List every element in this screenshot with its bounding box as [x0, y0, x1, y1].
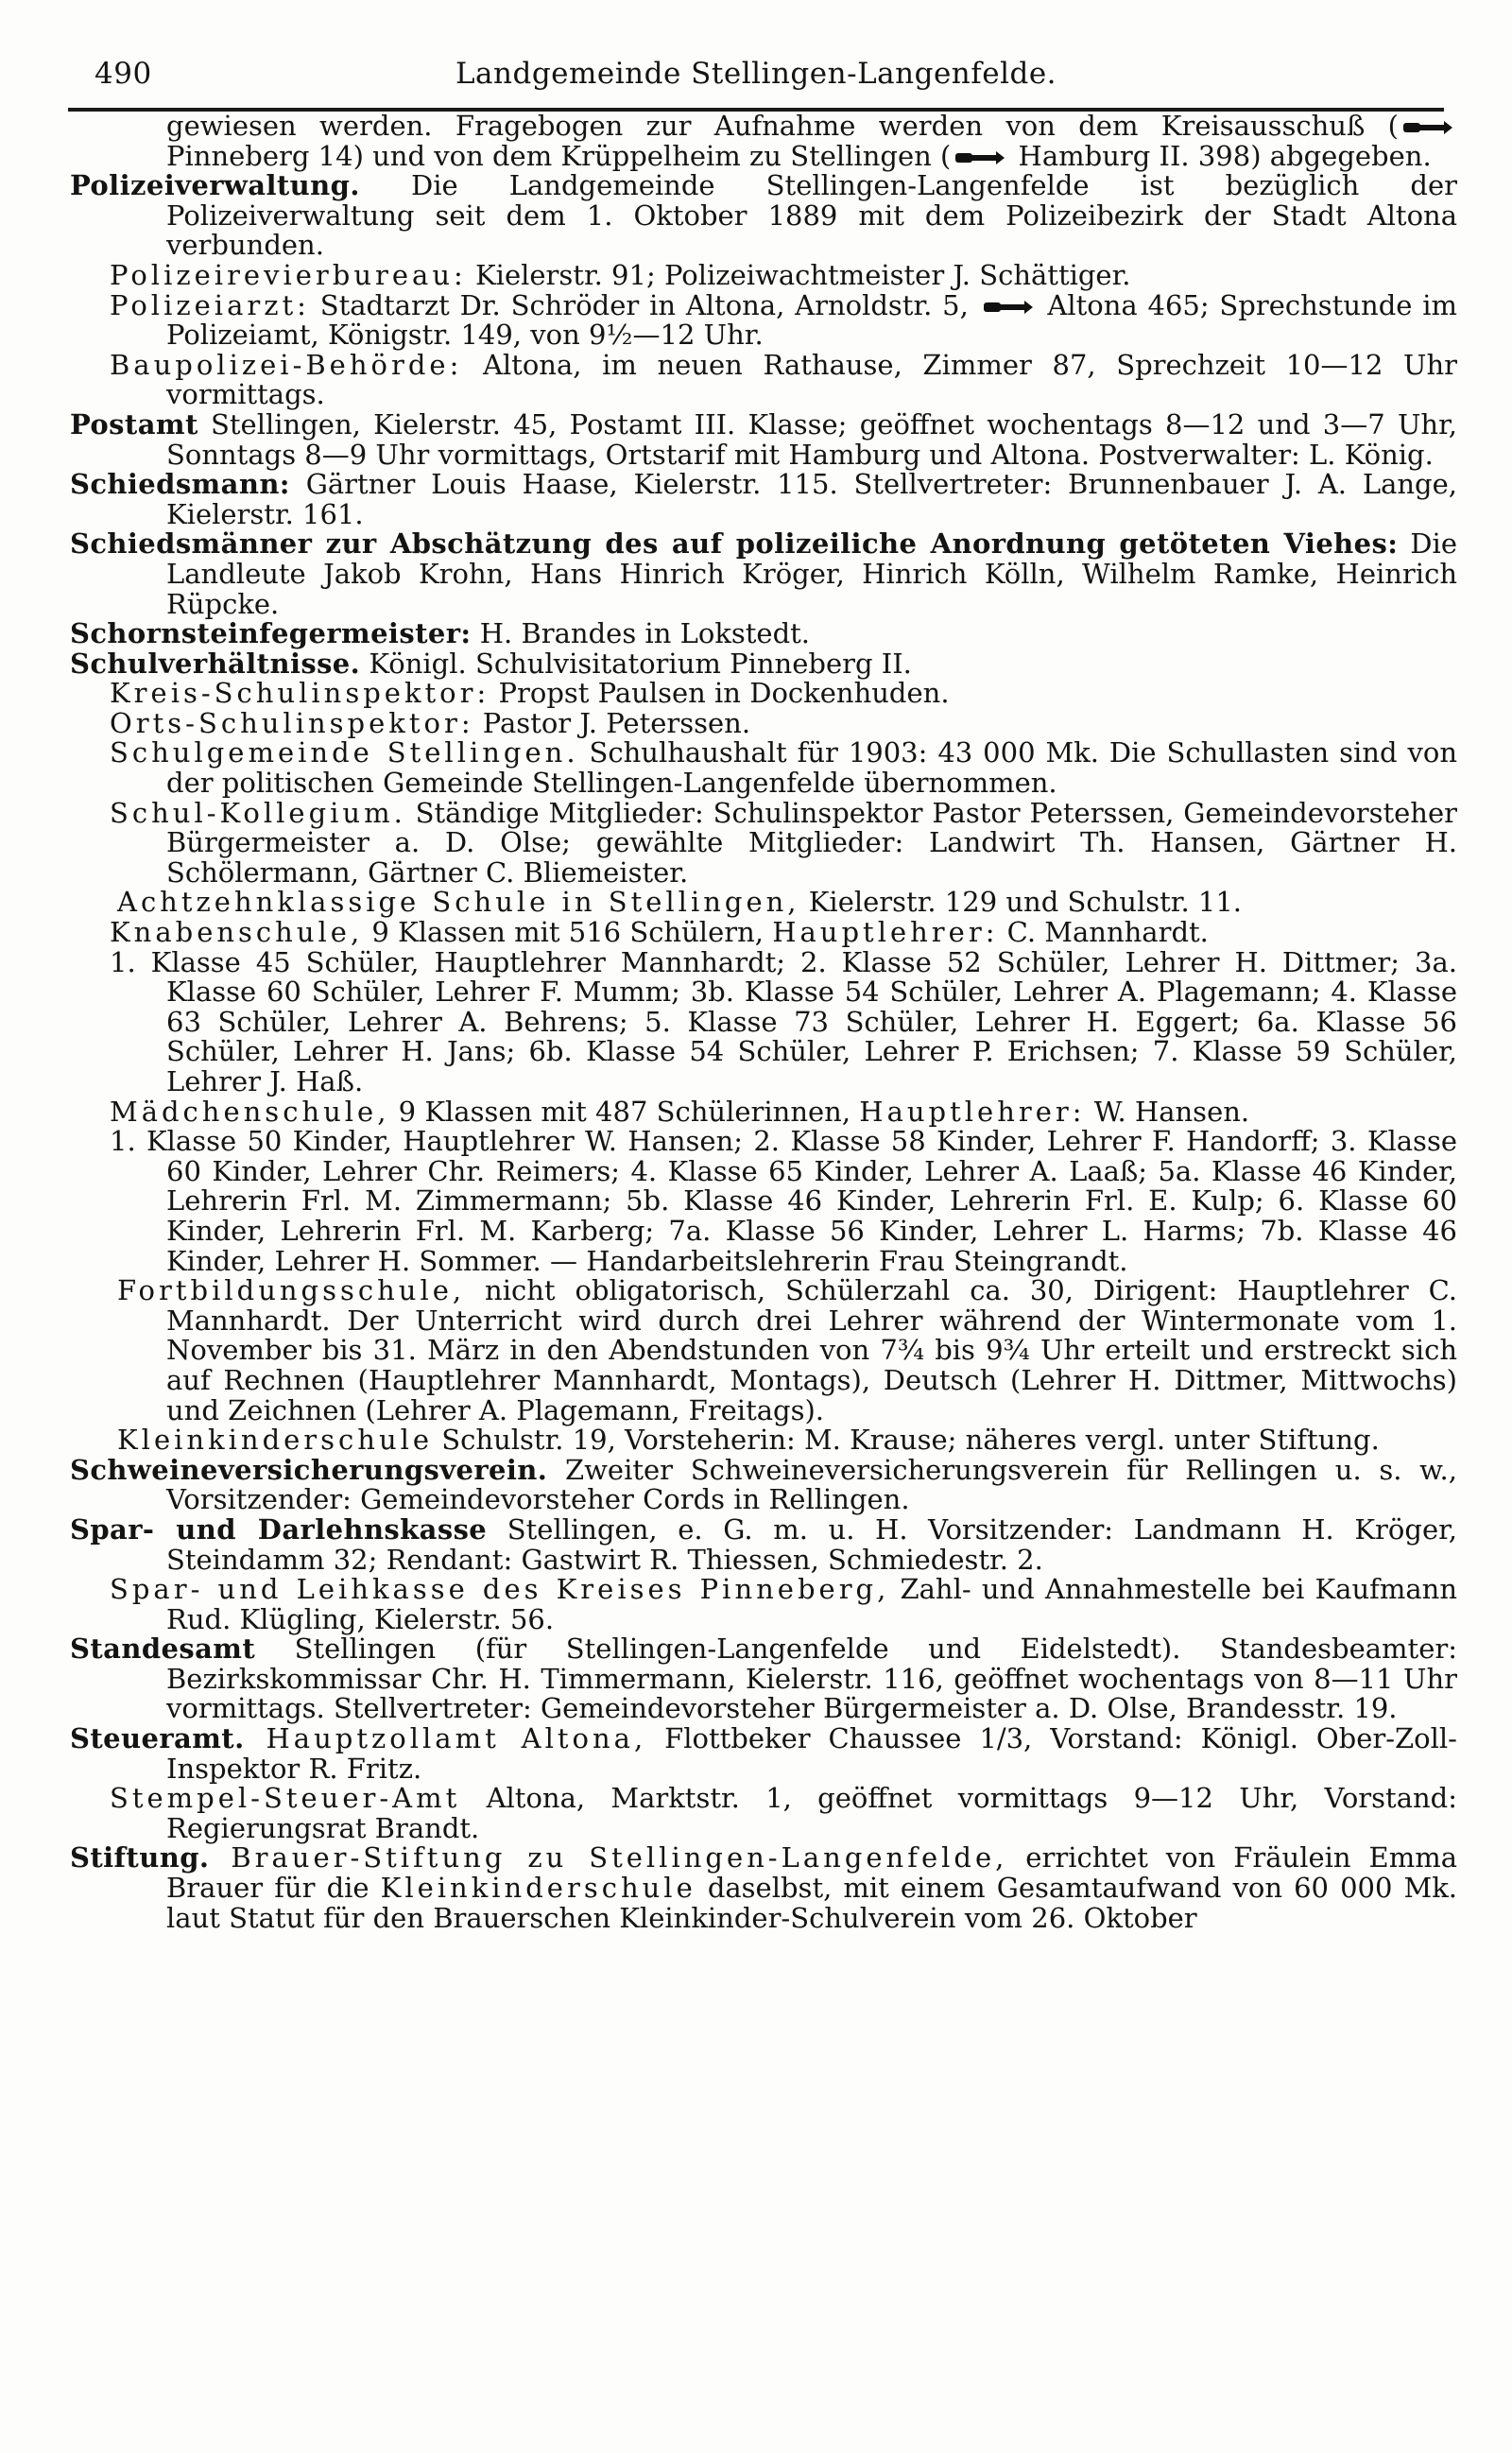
entry-baupolizei — [68, 348, 1457, 411]
entry-text: daselbst, mit einem Gesamtaufwand von 60 000 Mk. laut Statut für den Brauerschen Kleinkinder-Schulverein vom 26. Oktober — [166, 1872, 1457, 1934]
entry-label: Schul-Kollegium. — [110, 796, 406, 829]
entry-label: Polizeiarzt: — [110, 288, 310, 321]
entry-text: Die Landleute Jakob Krohn, Hans Hinrich Kröger, Hinrich Kölln, Wilhelm Ramke, Heinrich Rüpcke. — [166, 527, 1457, 620]
entry-label: Schulgemeinde Stellingen. — [110, 736, 579, 769]
page-number: 490 — [94, 57, 152, 91]
entry-label: Mädchenschule, — [110, 1095, 390, 1128]
entry-label: Kleinkinderschule — [380, 1872, 696, 1905]
text-run: Hamburg II. 398) abgegeben. — [1009, 139, 1432, 172]
entry-polizeiarzt — [68, 288, 1457, 352]
entry-label: Brauer-Stiftung zu Stellingen-Langenfelde, — [209, 1841, 1008, 1874]
entry-postamt — [68, 407, 1457, 471]
entry-keyword: Steueramt. — [70, 1722, 245, 1755]
entry-maedchenschule-klassen — [68, 1127, 1457, 1276]
page-body — [68, 112, 1457, 1933]
entry-keyword: Postamt — [70, 407, 198, 441]
entry-spar-darlehnskasse — [68, 1512, 1457, 1576]
entry-orts-schulinspektor — [68, 706, 1457, 739]
entry-keyword: Schiedsmann: — [70, 468, 290, 501]
entry-text: errichtet von Fräulein Emma Brauer für die — [166, 1841, 1457, 1905]
entry-label: Orts-Schulinspektor: — [110, 706, 474, 739]
entry-text: Gärtner Louis Haase, Kielerstr. 115. Stellvertreter: Brunnenbauer J. A. Lange, Kielerstr. 161. — [166, 468, 1457, 530]
entry-fortbildungsschule — [68, 1276, 1457, 1425]
entry-text: Altona, Marktstr. 1, geöffnet vormittags 9—12 Uhr, Vorstand: Regierungsrat Brandt. — [166, 1782, 1457, 1844]
entry-schiedsmann — [68, 470, 1457, 529]
entry-label: Hauptlehrer: — [772, 916, 999, 949]
page-header — [68, 49, 1444, 96]
entry-standesamt — [68, 1634, 1457, 1724]
entry-label: Hauptlehrer: — [859, 1095, 1086, 1128]
entry-text: Die Landgemeinde Stellingen-Langenfelde ist bezüglich der Polizeiverwaltung seit dem 1. Oktober 1889 mit dem Polizeibezirk der Stadt Altona verbunden. — [166, 169, 1457, 262]
entry-label: Spar- und Leihkasse des Kreises Pinneberg, — [110, 1573, 890, 1606]
entry-label: Stempel-Steuer-Amt — [110, 1782, 461, 1815]
entry-keyword: Stiftung. — [70, 1841, 210, 1874]
entry-keyword: Schiedsmänner zur Abschätzung des auf polizeiliche Anordnung getöteten Viehes: — [70, 527, 1399, 561]
entry-label: Baupolizei-Behörde: — [110, 348, 463, 381]
entry-schul-kollegium — [68, 796, 1457, 889]
entry-kreis-schulinspektor — [68, 679, 1457, 709]
entry-text: Zweiter Schweineversicherungsverein für Rellingen u. s. w., Vorsitzender: Gemeindevorsteher Cords in Rellingen. — [166, 1453, 1457, 1516]
entry-text: Kielerstr. 91; Polizeiwachtmeister J. Schättiger. — [466, 258, 1131, 291]
entry-keyword: Schweineversicherungsverein. — [70, 1453, 548, 1486]
entry-polizeirevierbureau — [68, 258, 1457, 291]
telephone-hand-icon — [1402, 118, 1453, 137]
entry-keyword: Spar- und Darlehnskasse — [70, 1512, 488, 1546]
entry-label: Knabenschule, — [110, 916, 364, 949]
entry-text: Stadtarzt Dr. Schröder in Altona, Arnoldstr. 5, — [309, 288, 979, 321]
entry-text: H. Brandes in Lokstedt. — [471, 617, 811, 650]
entry-maedchenschule — [68, 1097, 1457, 1128]
entry-text: Schulstr. 19, Vorsteherin: M. Krause; näheres vergl. unter Stiftung. — [433, 1424, 1380, 1457]
entry-knabenschule-klassen — [68, 945, 1457, 1097]
telephone-hand-icon — [983, 298, 1034, 317]
entry-text: Pastor J. Peterssen. — [473, 706, 751, 739]
entry-spar-leihkasse — [68, 1575, 1457, 1634]
entry-label: Kleinkinderschule — [117, 1424, 434, 1457]
continuation-paragraph — [68, 112, 1457, 171]
entry-text: Königl. Schulvisitatorium Pinneberg II. — [360, 647, 912, 680]
entry-text: Flottbeker Chaussee 1/3, Vorstand: Königl. Ober-Zoll-Inspektor R. Fritz. — [166, 1722, 1457, 1785]
entry-keyword: Schulverhältnisse. — [70, 647, 361, 680]
entry-text: Stellingen (für Stellingen-Langenfelde und Eidelstedt). Standesbeamter: Bezirkskommissar Chr. H. Timmermann, Kielerstr. 116, geöffnet wochentags von 8—11 Uhr vormittags. Stellvertreter: Gemeindevorsteher Bürgermeister a. D. Olse, Brandesstr. 19. — [166, 1632, 1457, 1725]
entry-label: Polizeirevierbureau: — [110, 258, 467, 291]
entry-schiedsmaenner-viehes — [68, 529, 1457, 619]
entry-text: nicht obligatorisch, Schülerzahl ca. 30, Dirigent: Hauptlehrer C. Mannhardt. Der Unterricht wird durch drei Lehrer während der Wintermonate vom 1. November bis 31. März in den Abendstunden von 7¾ bis 9¾ Uhr erteilt und erstreckt sich auf Rechnen (Hauptlehrer Mannhardt, Montags), Deutsch (Lehrer H. Dittmer, Mittwochs) und Zeichnen (Lehrer A. Plagemann, Freitags). — [166, 1274, 1457, 1426]
entry-text: 1. Klasse 45 Schüler, Hauptlehrer Mannhardt; 2. Klasse 52 Schüler, Lehrer H. Dittmer; 3a. Klasse 60 Schüler, Lehrer F. Mumm; 3b. Klasse 54 Schüler, Lehrer A. Plagemann; 4. Klasse 63 Schüler, Lehrer A. Behrens; 5. Klasse 73 Schüler, Lehrer H. Eggert; 6a. Klasse 56 Schüler, Lehrer H. Jans; 6b. Klasse 54 Schüler, Lehrer P. Erichsen; 7. Klasse 59 Schüler, Lehrer J. Haß. — [110, 945, 1457, 1097]
entry-text: Stellingen, e. G. m. u. H. Vorsitzender: Landmann H. Kröger, Steindamm 32; Rendant: Gastwirt R. Thiessen, Schmiedestr. 2. — [166, 1512, 1457, 1576]
entry-kleinkinderschule — [68, 1425, 1457, 1456]
entry-text: W. Hansen. — [1085, 1095, 1250, 1128]
entry-text: Schulhaushalt für 1903: 43 000 Mk. Die Schullasten sind von der politischen Gemeinde Stellingen-Langenfelde übernommen. — [166, 736, 1458, 800]
entry-schweineversicherungsverein — [68, 1453, 1457, 1516]
text-run: Pinneberg 14) und von dem Krüppelheim zu Stellingen ( — [166, 139, 952, 172]
entry-schornsteinfegermeister — [68, 619, 1457, 649]
entry-label: Achtzehnklassige Schule in Stellingen, — [117, 886, 800, 919]
entry-schulverhaeltnisse — [68, 649, 1457, 680]
entry-stempel-steuer-amt — [68, 1784, 1457, 1843]
entry-text: Zahl- und Annahmestelle bei Kaufmann Rud. Klügling, Kielerstr. 56. — [166, 1573, 1457, 1635]
entry-keyword: Polizeiverwaltung. — [70, 169, 360, 202]
entry-keyword: Standesamt — [70, 1632, 256, 1666]
running-title: Landgemeinde Stellingen-Langenfelde. — [455, 57, 1057, 91]
entry-label: Fortbildungsschule, — [117, 1274, 466, 1307]
telephone-hand-icon — [954, 148, 1005, 167]
text-run: gewiesen werden. Fragebogen zur Aufnahme werden von dem Kreisausschuß ( — [166, 110, 1399, 142]
entry-schulgemeinde — [68, 738, 1457, 798]
entry-text: Ständige Mitglieder: Schulinspektor Pastor Peterssen, Gemeindevorsteher Bürgermeister a. D. Olse; gewählte Mitglieder: Landwirt Th. Hansen, Gärtner H. Schölermann, Gärtner C. Bliemeister. — [166, 796, 1457, 889]
entry-text: Altona 465; Sprechstunde im Polizeiamt, Königstr. 149, von 9½—12 Uhr. — [166, 288, 1457, 352]
entry-text: Kielerstr. 129 und Schulstr. 11. — [799, 886, 1243, 919]
entry-text: 1. Klasse 50 Kinder, Hauptlehrer W. Hansen; 2. Klasse 58 Kinder, Lehrer F. Handorff; 3. Klasse 60 Kinder, Lehrer Chr. Reimers; 4. Klasse 65 Kinder, Lehrer A. Laaß; 5a. Klasse 46 Kinder, Lehrerin Frl. M. Zimmermann; 5b. Klasse 46 Kinder, Lehrerin Frl. E. Kulp; 6. Klasse 60 Kinder, Lehrerin Frl. M. Karberg; 7a. Klasse 56 Kinder, Lehrer L. Harms; 7b. Klasse 46 Kinder, Lehrer H. Sommer. — Handarbeitslehrerin Frau Steingrandt. — [110, 1125, 1457, 1277]
entry-keyword: Schornsteinfegermeister: — [70, 617, 472, 650]
entry-text: Stellingen, Kielerstr. 45, Postamt III. Klasse; geöffnet wochentags 8—12 und 3—7 Uhr, Sonntags 8—9 Uhr vormittags, Ortstarif mit Hamburg und Altona. Postverwalter: L. König. — [166, 407, 1457, 471]
entry-text: 9 Klassen mit 516 Schülern, — [363, 916, 773, 949]
entry-label: Kreis-Schulinspektor: — [110, 677, 490, 710]
entry-text: Altona, im neuen Rathause, Zimmer 87, Sprechzeit 10—12 Uhr vormittags. — [166, 348, 1457, 411]
entry-polizeiverwaltung — [68, 171, 1457, 261]
entry-achtzehnklassige-schule — [68, 888, 1457, 918]
entry-knabenschule — [68, 918, 1457, 948]
entry-label: Hauptzollamt Altona, — [244, 1722, 647, 1755]
entry-stiftung — [68, 1843, 1457, 1933]
entry-text: Propst Paulsen in Dockenhuden. — [490, 677, 950, 710]
entry-text: C. Mannhardt. — [998, 916, 1209, 949]
entry-text: 9 Klassen mit 487 Schülerinnen, — [389, 1095, 860, 1128]
entry-steueramt — [68, 1724, 1457, 1784]
